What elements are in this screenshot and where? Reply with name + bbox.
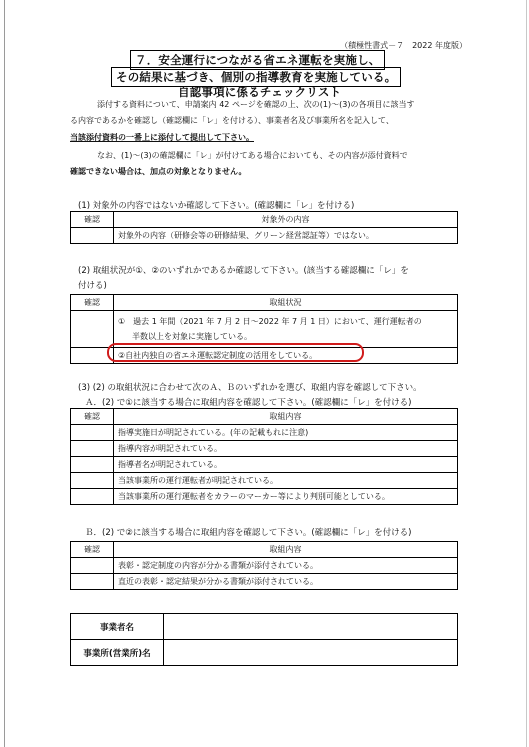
table-row <box>71 441 458 457</box>
col-header-efforts: 取組内容 <box>114 542 458 558</box>
section3b-heading: Ｂ．(2) で②に該当する場合に取組内容を確認して下さい。(確認欄に「レ」を付ける) <box>85 528 412 538</box>
col-header-efforts: 取組内容 <box>114 409 458 425</box>
signature-table <box>70 613 458 666</box>
row-text: 対象外の内容（研修会等の研修結果、グリーン経営認証等）ではない。 <box>114 228 458 244</box>
excluded-content-table <box>70 211 458 244</box>
section3a-heading: Ａ．(2) で①に該当する場合に取組内容を確認して下さい。(確認欄に「レ」を付ける) <box>85 398 412 408</box>
table-row <box>71 457 458 473</box>
check-cell[interactable] <box>71 473 114 489</box>
title-line-2: その結果に基づき、個別の指導教育を実施している。 <box>111 67 401 87</box>
status-option-2: ②自社内独自の省エネ運転認定制度の活用をしている。 <box>114 348 458 364</box>
table-row <box>71 473 458 489</box>
page-right-border <box>526 0 527 747</box>
check-cell[interactable] <box>71 574 114 590</box>
section3-heading: (3) (2) の取組状況に合わせて次のＡ、Ｂのいずれかを選び、取組内容を確認して下さい。 <box>78 383 422 393</box>
section1-heading: (1) 対象外の内容ではないか確認して下さい。(確認欄に「レ」を付ける) <box>78 201 355 211</box>
table-row <box>71 558 458 574</box>
intro-line-4: なお、(1)～(3)の確認欄に「レ」が付けてある場合においても、その内容が添付資料で <box>97 151 408 160</box>
table-row <box>71 425 458 441</box>
check-cell[interactable] <box>71 228 114 244</box>
efforts-table-b <box>70 541 458 590</box>
page-left-border <box>4 0 5 747</box>
checklist-title: 自認事項に係るチェックリスト <box>178 85 342 99</box>
row-text <box>114 311 458 348</box>
office-name-label: 事業所(営業所)名 <box>71 640 164 666</box>
status-option-1-line2: 半数以上を対象に実施している。 <box>132 332 252 341</box>
col-header-status: 取組状況 <box>114 295 458 311</box>
form-number: （積極性書式－７ 2022 年度版） <box>340 41 467 50</box>
row-text: 指導内容が明記されている。 <box>114 441 458 457</box>
col-header-check: 確認 <box>71 409 114 425</box>
table-row <box>71 311 458 348</box>
check-cell[interactable] <box>71 311 114 348</box>
row-text: 表彰・認定制度の内容が分かる書類が添付されている。 <box>114 558 458 574</box>
section2-heading-line1: (2) 取組状況が①、②のいずれかであるか確認して下さい。(該当する確認欄に「レ」を <box>78 266 409 276</box>
row-text: 当該事業所の運行運転者が明記されている。 <box>114 473 458 489</box>
intro-line-1: 添付する資料について、申請案内 42 ページを確認の上、次の(1)～(3)の各項目に該当す <box>97 100 415 109</box>
intro-line-3: 当該添付資料の一番上に添付して提出して下さい。 <box>70 133 254 142</box>
company-name-label: 事業者名 <box>71 614 164 640</box>
status-option-1-line1: ① 過去 1 年間（2021 年 7 月 2 日～2022 年 7 月 1 日）において、運行運転者の <box>118 317 422 326</box>
col-header-check: 確認 <box>71 212 114 228</box>
intro-line-5: 確認できない場合は、加点の対象となりません。 <box>70 167 247 176</box>
row-text: 当該事業所の運行運転者をカラーのマーカー等により判別可能としている。 <box>114 489 458 505</box>
check-cell[interactable] <box>71 425 114 441</box>
company-name-field[interactable] <box>164 614 458 640</box>
table-row <box>71 228 458 244</box>
check-cell[interactable] <box>71 457 114 473</box>
section2-heading-line2: 付ける) <box>78 281 107 291</box>
highlight-oval <box>107 343 364 362</box>
title-line-1: ７．安全運行につながる省エネ運転を実施し、 <box>130 50 385 70</box>
check-cell[interactable] <box>71 489 114 505</box>
check-cell[interactable] <box>71 558 114 574</box>
table-row <box>71 574 458 590</box>
col-header-check: 確認 <box>71 295 114 311</box>
table-row <box>71 489 458 505</box>
row-text: 指導者名が明記されている。 <box>114 457 458 473</box>
row-text: 指導実施日が明記されている。(年の記載もれに注意) <box>114 425 458 441</box>
intro-line-2: る内容であるかを確認し（確認欄に「レ」を付ける）、事業者名及び事業所名を記入して、 <box>70 116 394 125</box>
efforts-table-a <box>70 408 458 505</box>
row-text: 直近の表彰・認定結果が分かる書類が添付されている。 <box>114 574 458 590</box>
col-header-check: 確認 <box>71 542 114 558</box>
col-header-content: 対象外の内容 <box>114 212 458 228</box>
check-cell[interactable] <box>71 441 114 457</box>
office-name-field[interactable] <box>164 640 458 666</box>
